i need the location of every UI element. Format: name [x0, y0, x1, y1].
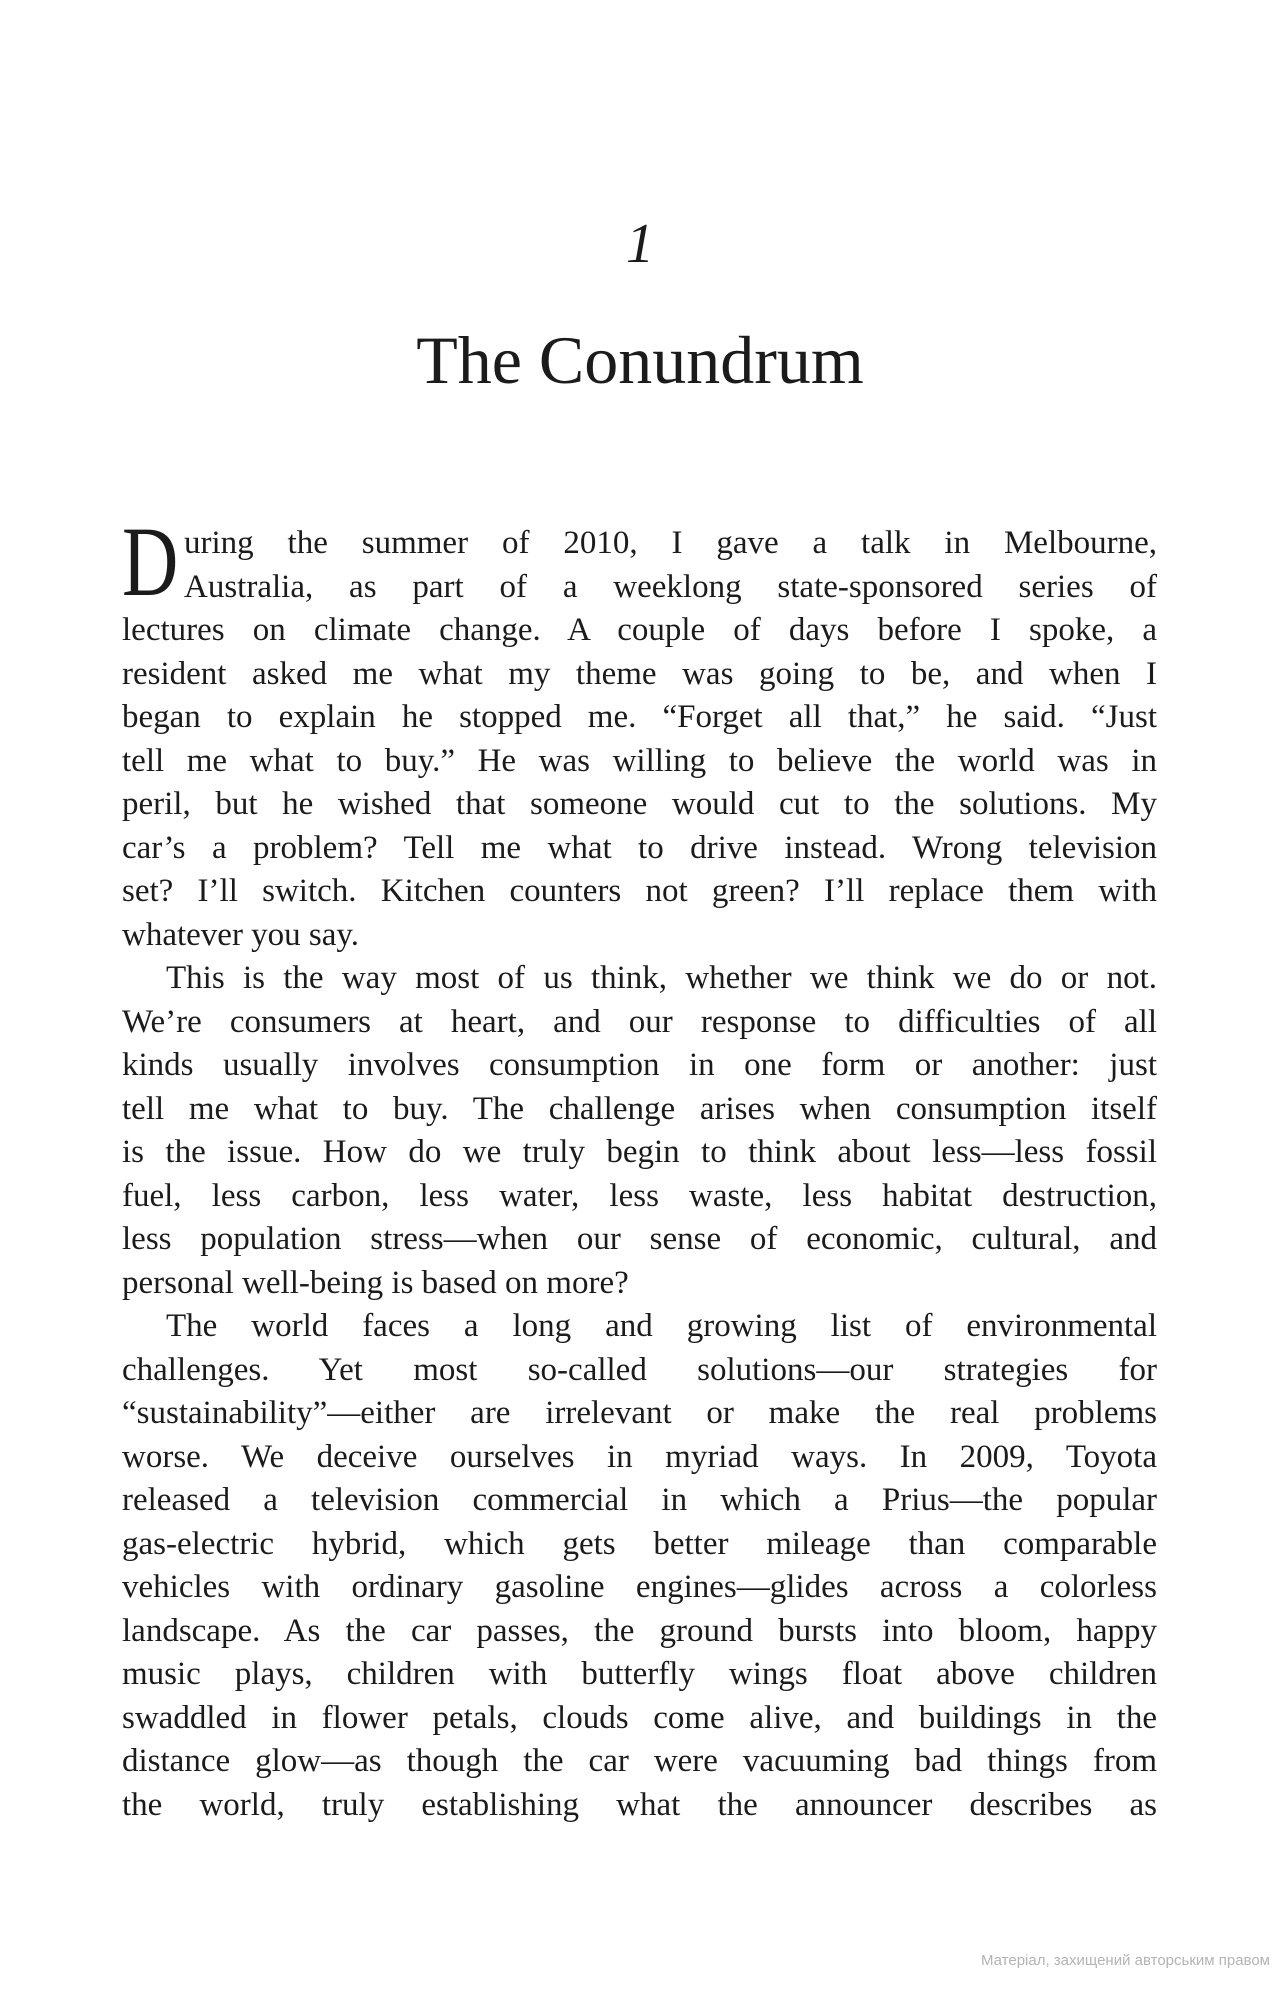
text-line: whatever you say.: [122, 916, 360, 953]
text-line: worse. We deceive ourselves in myriad ways. In 2009, Toyota: [122, 1438, 1157, 1475]
paragraph-2: [122, 957, 1157, 1305]
text-line: music plays, children with butterfly wings float above children: [122, 1656, 1157, 1692]
text-line: This is the way most of us think, whether we think we do or not.: [166, 960, 1157, 996]
text-line: The world faces a long and growing list of environmental: [166, 1308, 1157, 1344]
text-line: resident asked me what my theme was going to be, and when I: [122, 655, 1157, 692]
text-line: car’s a problem? Tell me what to drive instead. Wrong television: [122, 829, 1157, 866]
text-line: fuel, less carbon, less water, less waste, less habitat destruction,: [122, 1177, 1157, 1214]
text-line: kinds usually involves consumption in one form or another: just: [122, 1047, 1157, 1083]
text-line: tell me what to buy.” He was willing to believe the world was in: [122, 742, 1157, 779]
paragraph-1: [122, 506, 1157, 957]
text-line: challenges. Yet most so-called solutions—our strategies for: [122, 1351, 1157, 1388]
text-line: distance glow—as though the car were vacuuming bad things from: [122, 1743, 1157, 1779]
text-line: is the issue. How do we truly begin to think about less—less fossil: [122, 1134, 1157, 1170]
text-line: “sustainability”—either are irrelevant or make the real problems: [122, 1395, 1157, 1431]
text-line: less population stress—when our sense of economic, cultural, and: [122, 1221, 1157, 1257]
text-line: Australia, as part of a weeklong state-sponsored series of: [184, 568, 1157, 605]
text-line: began to explain he stopped me. “Forget all that,” he said. “Just: [122, 699, 1157, 735]
text-line: released a television commercial in which a Prius—the popular: [122, 1482, 1157, 1518]
text-line: the world, truly establishing what the announcer describes as: [122, 1786, 1157, 1823]
text-line: personal well-being is based on more?: [122, 1264, 629, 1301]
body-text: [122, 506, 1157, 1827]
text-line: vehicles with ordinary gasoline engines—glides across a colorless: [122, 1569, 1157, 1605]
text-line: lectures on climate change. A couple of days before I spoke, a: [122, 612, 1157, 648]
text-line: We’re consumers at heart, and our response to difficulties of all: [122, 1003, 1157, 1040]
text-line: swaddled in flower petals, clouds come alive, and buildings in the: [122, 1699, 1157, 1736]
drop-cap: D: [122, 506, 179, 617]
text-line: set? I’ll switch. Kitchen counters not green? I’ll replace them with: [122, 873, 1157, 909]
text-line: landscape. As the car passes, the ground bursts into bloom, happy: [122, 1612, 1157, 1649]
text-line: gas-electric hybrid, which gets better mileage than comparable: [122, 1525, 1157, 1562]
paragraph-3: [122, 1305, 1157, 1827]
chapter-number: 1: [626, 213, 654, 275]
text-line: peril, but he wished that someone would cut to the solutions. My: [122, 786, 1157, 822]
chapter-title: The Conundrum: [416, 322, 864, 398]
text-line: tell me what to buy. The challenge arises when consumption itself: [122, 1090, 1157, 1127]
copyright-watermark: Матеріал, захищений авторським правом: [980, 1952, 1270, 1969]
text-line: uring the summer of 2010, I gave a talk in Melbourne,: [184, 525, 1157, 561]
